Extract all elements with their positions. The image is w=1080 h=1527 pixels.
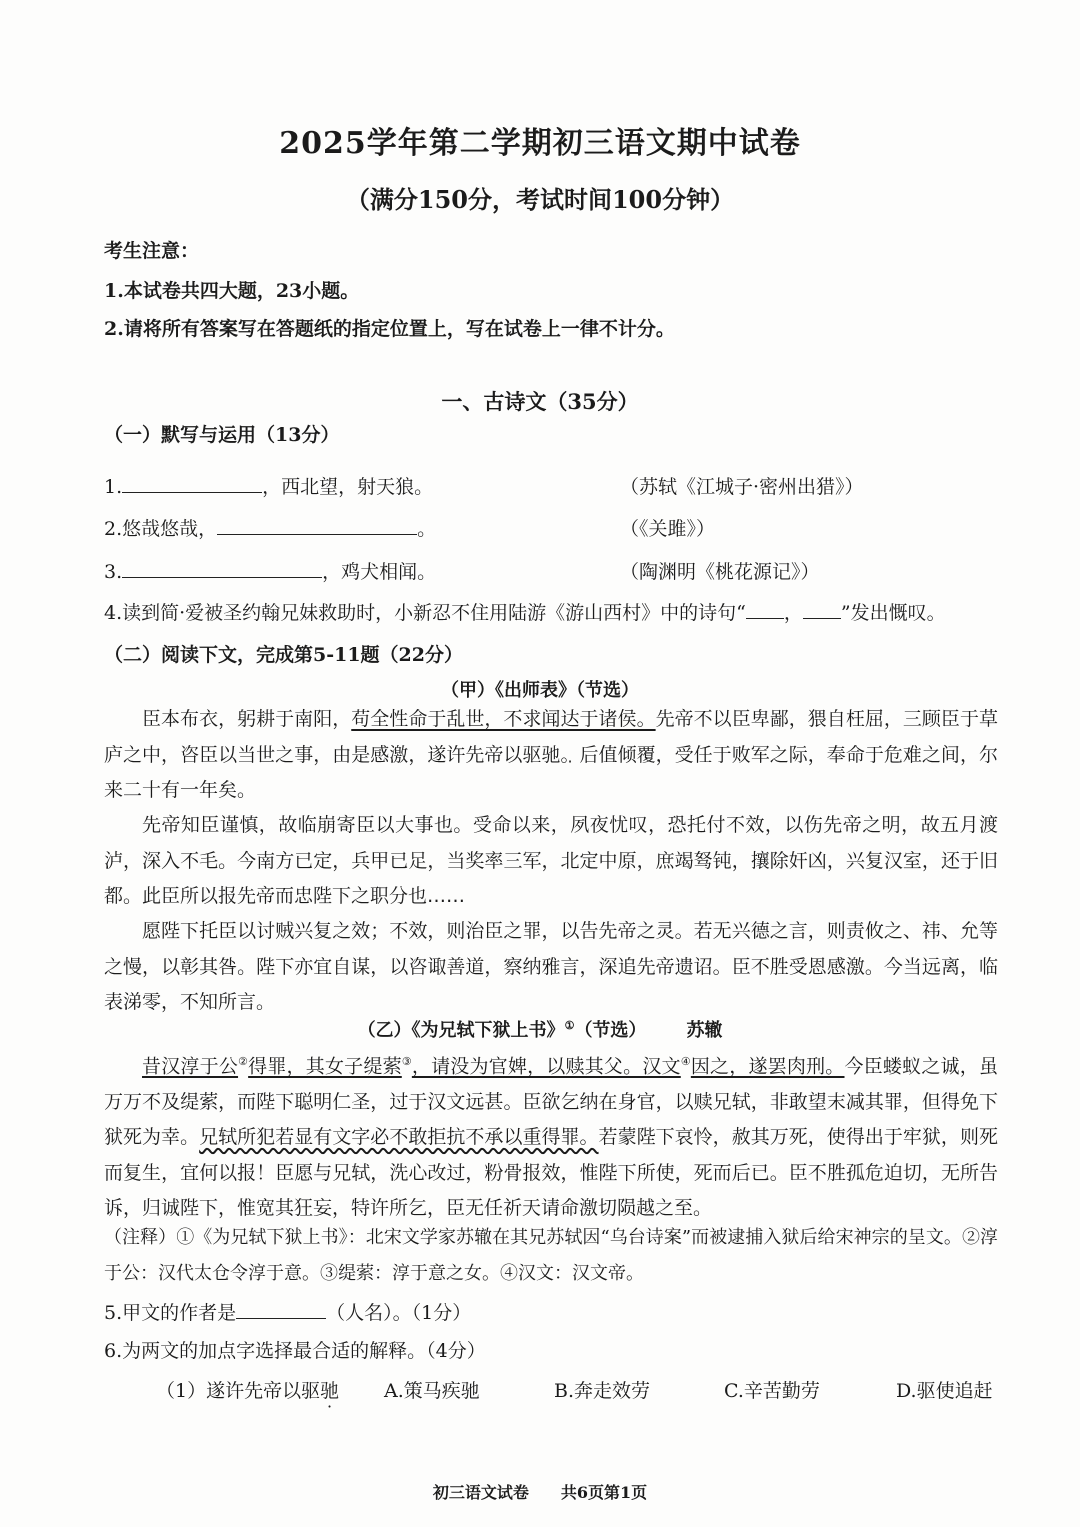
question-6: 6.为两文的加点字选择最合适的解释。（4分） [104, 1340, 486, 1362]
q4-answer-blank-2[interactable] [803, 600, 841, 619]
text-b-segment-2: 若蒙陛下哀怜，赦其万死，使得出于牢狱，则死而复生，宜何以报！臣愿与兄轼，洗心改过，粉骨报效，惟陛下所使，死而后已。臣不胜孤危迫切，无所告诉，归诚陛下，惟宽其狂妄，特许所乞，臣无任祈天请命激切陨越之至。 [104, 1126, 998, 1220]
q6-item-1 [156, 1376, 339, 1403]
text-b-underlined-1: 昔汉淳于公 [142, 1055, 239, 1078]
q3-answer-blank[interactable] [122, 559, 322, 578]
note-mark-4: ④ [680, 1055, 691, 1068]
text-b-title-block [0, 1016, 1080, 1042]
notice-item-1: 1.本试卷共四大题，23小题。 [104, 280, 360, 302]
q1-number: 1. [104, 476, 123, 498]
notice-heading: 考生注意： [104, 240, 200, 262]
q6-item-1-dotted-char: 驰 [320, 1380, 340, 1402]
text-b-underlined-2: 得罪，其女子缇萦 [248, 1055, 402, 1078]
part1-title: （一）默写与运用（13分） [104, 424, 340, 446]
q5-text: 5.甲文的作者是 [104, 1302, 237, 1324]
page-footer: 初三语文试卷 共6页第1页 [432, 1483, 648, 1502]
text-b-wavy-underlined: 兄轼所犯若显有文字必不敢拒抗不承以重得罪。 [199, 1126, 599, 1149]
q3-source: （陶渊明《桃花源记》） [620, 561, 820, 583]
option-b[interactable]: B.奔走效劳 [554, 1380, 651, 1402]
text-a-p1-end: 。后值倾覆，受任于败军之际，奉命于危难之间，尔来二十有一年矣。 [104, 743, 998, 801]
annotations: （注释）①《为兄轼下狱上书》：北宋文学家苏辙在其兄苏轼因“乌台诗案”而被逮捕入狱后给宋神宗的呈文。②淳于公：汉代太仓令淳于意。③缇萦：淳于意之女。④汉文：汉文帝。 [104, 1227, 998, 1284]
text-a-paragraph-3: 愿陛下托臣以讨贼兴复之效；不效，则治臣之罪，以告先帝之灵。若无兴德之言，则责攸之、祎、允等之慢，以彰其咎。陛下亦宜自谋，以咨诹善道，察纳雅言，深追先帝遗诏。臣不胜受恩感激。今当远离，临表涕零，不知所言。 [104, 920, 998, 1013]
q4-text-mid: ， [783, 602, 803, 624]
q4-text-post: ”发出慨叹。 [840, 602, 946, 624]
notice-item-2: 2.请将所有答案写在答题纸的指定位置上，写在试卷上一律不计分。 [104, 318, 675, 340]
section-title: 一、古诗文（35分） [441, 389, 639, 414]
question-3 [104, 557, 436, 584]
text-b-title: （乙）《为兄轼下狱上书》 [357, 1020, 565, 1041]
q3-number: 3. [104, 561, 123, 583]
question-2 [104, 514, 436, 541]
q3-text: ，鸡犬相闻。 [322, 561, 437, 583]
q1-answer-blank[interactable] [122, 474, 262, 493]
text-a-dotted-char: 驰 [541, 743, 561, 766]
q2-answer-blank[interactable] [217, 516, 417, 535]
q2-end: 。 [417, 518, 437, 540]
option-c[interactable]: C.辛苦勤劳 [724, 1380, 820, 1402]
option-d[interactable]: D.驱使追赶 [896, 1380, 993, 1402]
question-4 [104, 598, 946, 625]
text-b-underlined-3: ，请没为官婢，以赎其父。汉文 [411, 1055, 681, 1078]
page-title: 2025学年第二学期初三语文期中试卷 [279, 126, 801, 161]
text-b-segment-1: 今臣蝼蚁之诚，虽万万不及缇萦，而陛下聪明仁圣，过于汉文远甚。臣欲乞纳在身官，以赎兄轼，非敢望末减其罪，但得免下狱死为幸。 [104, 1055, 998, 1149]
q2-source: （《关雎》） [620, 518, 716, 540]
text-b-author: 苏辙 [686, 1020, 723, 1041]
text-b-title-tail: （节选） [574, 1020, 647, 1041]
text-b-paragraph [104, 1044, 998, 1227]
question-5 [104, 1298, 471, 1325]
text-a-paragraph-1 [104, 702, 998, 809]
q1-text: ，西北望，射天狼。 [262, 476, 434, 498]
q4-answer-blank-1[interactable] [746, 600, 784, 619]
q6-item-1-text: （1）遂许先帝以驱 [156, 1380, 321, 1402]
q4-text-pre: 4.读到简·爱被圣约翰兄妹救助时，小新忍不住用陆游《游山西村》中的诗句“ [104, 602, 746, 624]
question-1 [104, 472, 433, 499]
text-a-title: （甲）《出师表》（节选） [441, 680, 639, 701]
q5-tail: （人名）。（1分） [326, 1302, 472, 1324]
page-subtitle: （满分150分，考试时间100分钟） [345, 185, 735, 214]
part2-title: （二）阅读下文，完成第5-11题（22分） [104, 644, 463, 666]
text-b-title-mark: ① [564, 1019, 575, 1032]
option-a[interactable]: A.策马疾驰 [384, 1380, 480, 1402]
text-a-p1-middle: 先帝不以臣卑鄙，猥自枉屈，三顾臣于草庐之中，咨臣以当世之事，由是感激，遂许先帝以驱 [104, 708, 998, 766]
text-a-paragraph-2: 先帝知臣谨慎，故临崩寄臣以大事也。受命以来，夙夜忧叹，恐托付不效，以伤先帝之明，故五月渡泸，深入不毛。今南方已定，兵甲已足，当奖率三军，北定中原，庶竭驽钝，攘除奸凶，兴复汉室，还于旧都。此臣所以报先帝而忠陛下之职分也…… [104, 814, 998, 907]
q1-source: （苏轼《江城子·密州出猎》） [620, 476, 864, 498]
q5-answer-blank[interactable] [236, 1300, 326, 1319]
text-a-p1-start: 臣本布衣，躬耕于南阳， [142, 708, 352, 730]
note-mark-2: ② [238, 1055, 249, 1068]
text-b-underlined-4: 因之，遂罢肉刑。 [690, 1055, 845, 1078]
note-mark-3: ③ [401, 1055, 412, 1068]
text-a-p1-underlined: 苟全性命于乱世，不求闻达于诸侯。 [351, 708, 656, 730]
q2-text: 2.悠哉悠哉， [104, 518, 218, 540]
